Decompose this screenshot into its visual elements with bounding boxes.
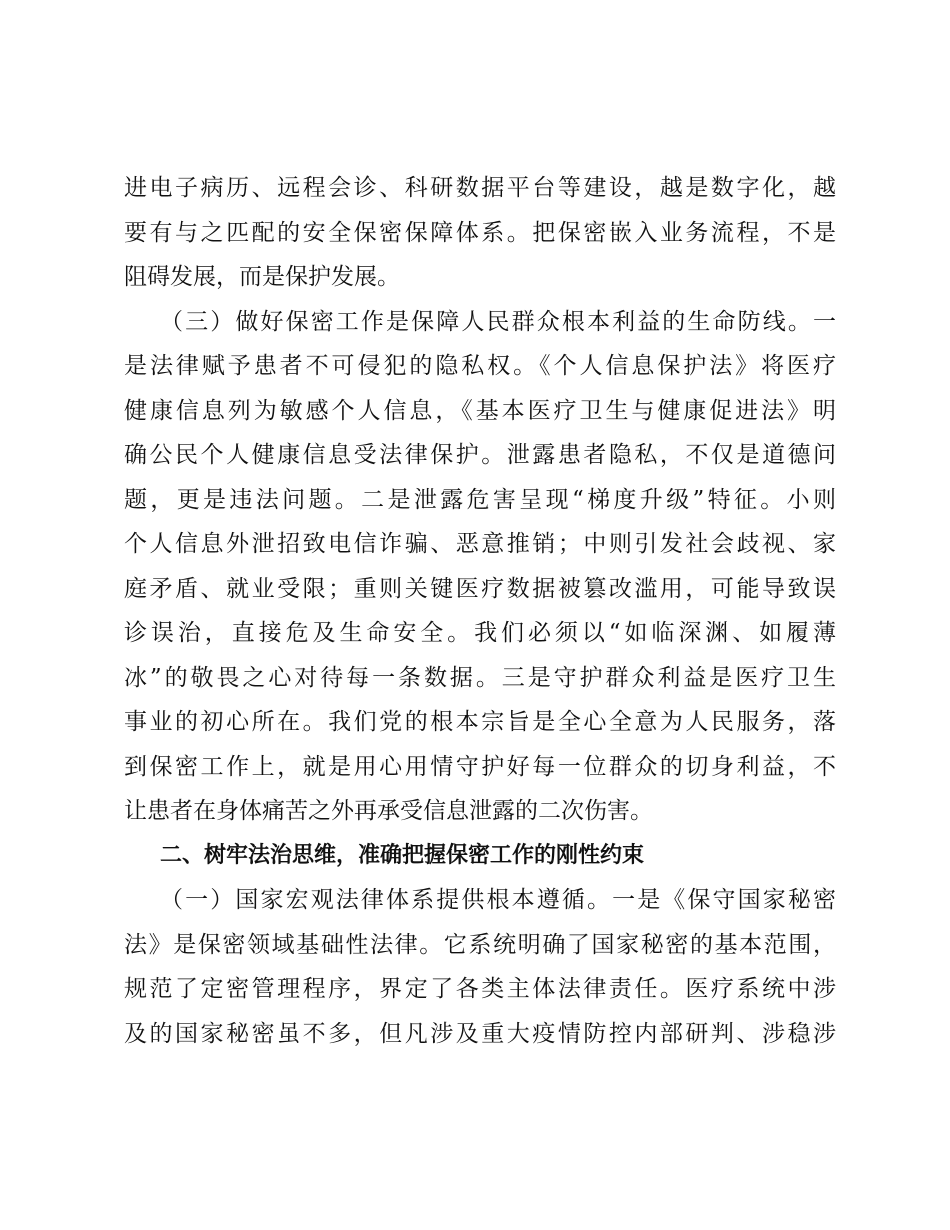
text-line: 健康信息列为敏感个人信息，《基本医疗卫生与健康促进法》明 xyxy=(124,397,836,424)
text-line: 庭矛盾、就业受限；重则关键医疗数据被篡改滥用，可能导致误 xyxy=(124,575,836,602)
text-line: 冰”的敬畏之心对待每一条数据。三是守护群众利益是医疗卫生 xyxy=(124,664,836,691)
text-line: 个人信息外泄招致电信诈骗、恶意推销；中则引发社会歧视、家 xyxy=(124,531,836,557)
text-line: 让患者在身体痛苦之外再承受信息泄露的二次伤害。 xyxy=(124,798,653,824)
document-body xyxy=(124,166,836,1056)
text-line: （三）做好保密工作是保障人民群众根本利益的生命防线。一 xyxy=(160,308,836,335)
text-line: 要有与之匹配的安全保密保障体系。把保密嵌入业务流程，不是 xyxy=(124,219,836,246)
text-line: 诊误治，直接危及生命安全。我们必须以“如临深渊、如履薄 xyxy=(124,620,836,646)
text-line: 事业的初心所在。我们党的根本宗旨是全心全意为人民服务，落 xyxy=(124,709,836,735)
text-line: 是法律赋予患者不可侵犯的隐私权。《个人信息保护法》将医疗 xyxy=(124,353,836,379)
text-line: 规范了定密管理程序，界定了各类主体法律责任。医疗系统中涉 xyxy=(124,976,836,1002)
text-line: 及的国家秘密虽不多，但凡涉及重大疫情防控内部研判、涉稳涉 xyxy=(124,1020,836,1047)
text-line: 阻碍发展，而是保护发展。 xyxy=(124,264,400,290)
text-line: 确公民个人健康信息受法律保护。泄露患者隐私，不仅是道德问 xyxy=(124,442,836,468)
text-line: （一）国家宏观法律体系提供根本遵循。一是《保守国家秘密 xyxy=(160,887,836,913)
text-line: 题，更是违法问题。二是泄露危害呈现“梯度升级”特征。小则 xyxy=(124,486,836,513)
text-line: 法》是保密领域基础性法律。它系统明确了国家秘密的基本范围， xyxy=(124,931,836,958)
text-line: 到保密工作上，就是用心用情守护好每一位群众的切身利益，不 xyxy=(124,753,836,780)
text-line: 进电子病历、远程会诊、科研数据平台等建设，越是数字化，越 xyxy=(124,175,836,201)
section-heading: 二、树牢法治思维，准确把握保密工作的刚性约束 xyxy=(160,842,645,868)
